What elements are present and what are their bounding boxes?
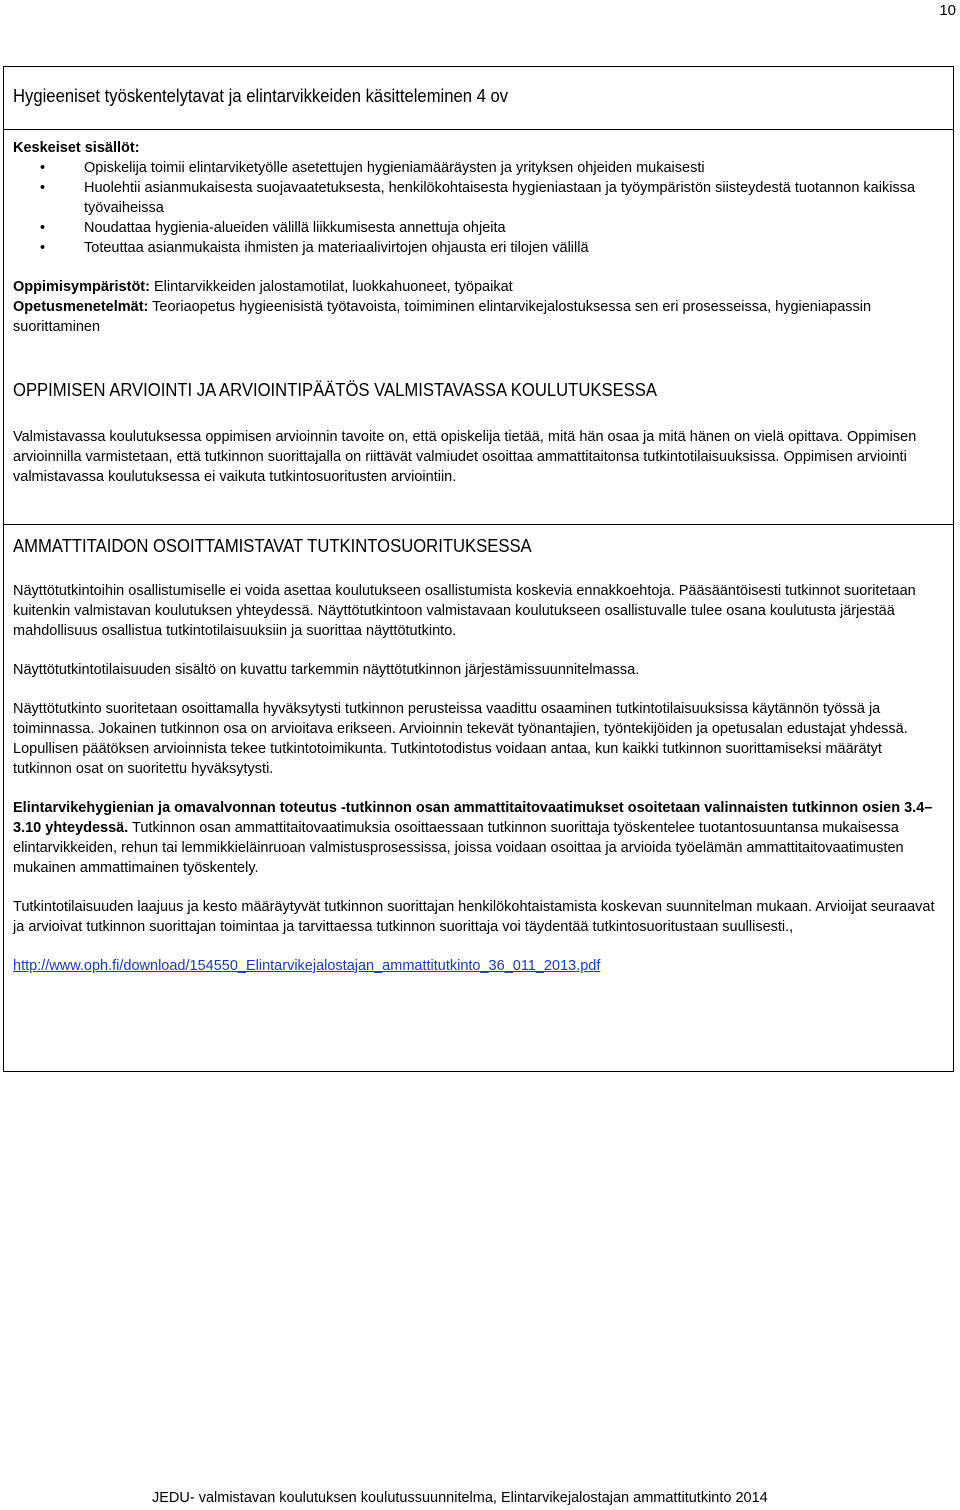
skills-paragraph-4-text: Tutkinnon osan ammattitaitovaatimuksia osoittaessaan tutkinnon suorittaja työskentelee tuotantosuuntansa mukaisessa elintarvikkeiden, rehun tai lemmikkieläinruoan valmistusprosessissa, joissa voidaan osoittaa ja arvioida työelämän ammattitaitovaatimusten mukainen ammattimainen työskentely.: [13, 820, 904, 876]
bullet-icon: •: [40, 160, 46, 176]
table-row-divider: [4, 129, 953, 130]
teaching-methods-label: Opetusmenetelmät:: [13, 299, 149, 315]
learning-env-text: Elintarvikkeiden jalostamotilat, luokkahuoneet, työpaikat: [149, 279, 513, 295]
content-table: [3, 66, 954, 1072]
bullet-icon: •: [40, 180, 46, 196]
skills-paragraph-2: Näyttötutkintotilaisuuden sisältö on kuvattu tarkemmin näyttötutkinnon järjestämissuunnitelmassa.: [13, 662, 640, 678]
list-item: [40, 178, 943, 218]
teaching-methods: [13, 297, 943, 337]
list-item: [40, 158, 943, 178]
list-item: [40, 238, 943, 258]
list-item: [40, 218, 943, 238]
list-item-text: Opiskelija toimii elintarviketyölle asetettujen hygieniamääräysten ja yrityksen ohjeiden mukaisesti: [84, 160, 705, 176]
objectives-list: [13, 158, 943, 258]
skills-paragraph-3: Näyttötutkinto suoritetaan osoittamalla hyväksytysti tutkinnon perusteissa vaadittu osaaminen tutkintotilaisuuksissa käytännön työssä ja toiminnassa. Jokainen tutkinnon osa on arvioitava erikseen. Arvioinnin tekevät työnantajien, työntekijöiden ja opetusalan edustajat yhdessä. Lopullisen päätöksen arvioinnista tekee tutkintotoimikunta. Tutkintotodistus voidaan antaa, kun kaikki tutkinnon suorittamiseksi määrätyt tutkinnon osat on suoritettu hyväksytysti.: [13, 701, 908, 777]
learning-environments: [13, 277, 943, 297]
key-contents-section: [13, 138, 943, 337]
skills-paragraph-5: Tutkintotilaisuuden laajuus ja kesto määräytyvät tutkinnon suorittajan henkilökohtaistamista koskevan suunnitelman mukaan. Arvioijat seuraavat ja arvioivat tutkinnon suorittajan toimintaa ja tarvittaessa tutkinnon suorittaja voi täydentää tutkintosuoritustaan suullisesti.,: [13, 899, 935, 935]
page-footer: JEDU- valmistavan koulutuksen koulutussuunnitelma, Elintarvikejalostajan ammattitutkinto 2014: [152, 1490, 768, 1506]
key-contents-label: Keskeiset sisällöt:: [13, 140, 140, 156]
bullet-icon: •: [40, 240, 46, 256]
learning-env-label: Oppimisympäristöt:: [13, 279, 150, 295]
assessment-text: Valmistavassa koulutuksessa oppimisen arvioinnin tavoite on, että opiskelija tietää, mitä hän osaa ja mitä hänen on vielä opittava. Oppimisen arvioinnilla varmistetaan, että tutkinnon suorittajalla on riittävät valmiudet osoittaa ammattitaitonsa tutkintotilaisuuksissa. Oppimisen arviointi valmistavassa koulutuksessa ei vaikuta tutkintosuoritusten arviointiin.: [13, 429, 917, 485]
document-link[interactable]: http://www.oph.fi/download/154550_Elintarvikejalostajan_ammattitutkinto_36_011_2013.pdf: [13, 958, 601, 974]
list-item-text: Noudattaa hygienia-alueiden välillä liikkumisesta annettuja ohjeita: [84, 220, 506, 236]
assessment-heading: OPPIMISEN ARVIOINTI JA ARVIOINTIPÄÄTÖS VALMISTAVASSA KOULUTUKSESSA: [13, 379, 657, 400]
list-item-text: Toteuttaa asianmukaista ihmisten ja materiaalivirtojen ohjausta eri tilojen välillä: [84, 240, 589, 256]
teaching-methods-text: Teoriaopetus hygieenisistä työtavoista, toimiminen elintarvikejalostuksessa sen eri prosesseissa, hygieniapassin suorittaminen: [13, 299, 872, 335]
skills-heading: AMMATTITAIDON OSOITTAMISTAVAT TUTKINTOSUORITUKSESSA: [13, 535, 532, 556]
list-item-text: Huolehtii asianmukaisesta suojavaatetuksesta, henkilökohtaisesta hygieniastaan ja työympäristön siisteydestä tuotannon kaikissa työvaiheissa: [84, 180, 916, 216]
bullet-icon: •: [40, 220, 46, 236]
page-number: 10: [939, 2, 956, 19]
skills-section: [13, 535, 943, 976]
assessment-section: [13, 379, 943, 487]
section-title: Hygieeniset työskentelytavat ja elintarvikkeiden käsitteleminen 4 ov: [13, 85, 509, 106]
skills-paragraph-1: Näyttötutkintoihin osallistumiselle ei voida asettaa koulutukseen osallistumista koskevia ennakkoehtoja. Pääsääntöisesti tutkinnot suoritetaan kuitenkin valmistavan koulutuksen yhteydessä. Näyttötutkintoon valmistavaan koulutukseen osallistuvalle tulee osana koulutusta järjestää mahdollisuus osallistua tutkintotilaisuuksiin ja suorittaa näyttötutkinto.: [13, 583, 916, 639]
table-row-divider: [4, 524, 953, 525]
skills-paragraph-4-bold: Elintarvikehygienian ja omavalvonnan toteutus -tutkinnon osan ammattitaitovaatimukset osoitetaan valinnaisten tutkinnon osien 3.4–3.10 yhteydessä.: [13, 800, 933, 836]
skills-paragraph-4: [13, 798, 943, 878]
link-paragraph: [13, 956, 943, 976]
